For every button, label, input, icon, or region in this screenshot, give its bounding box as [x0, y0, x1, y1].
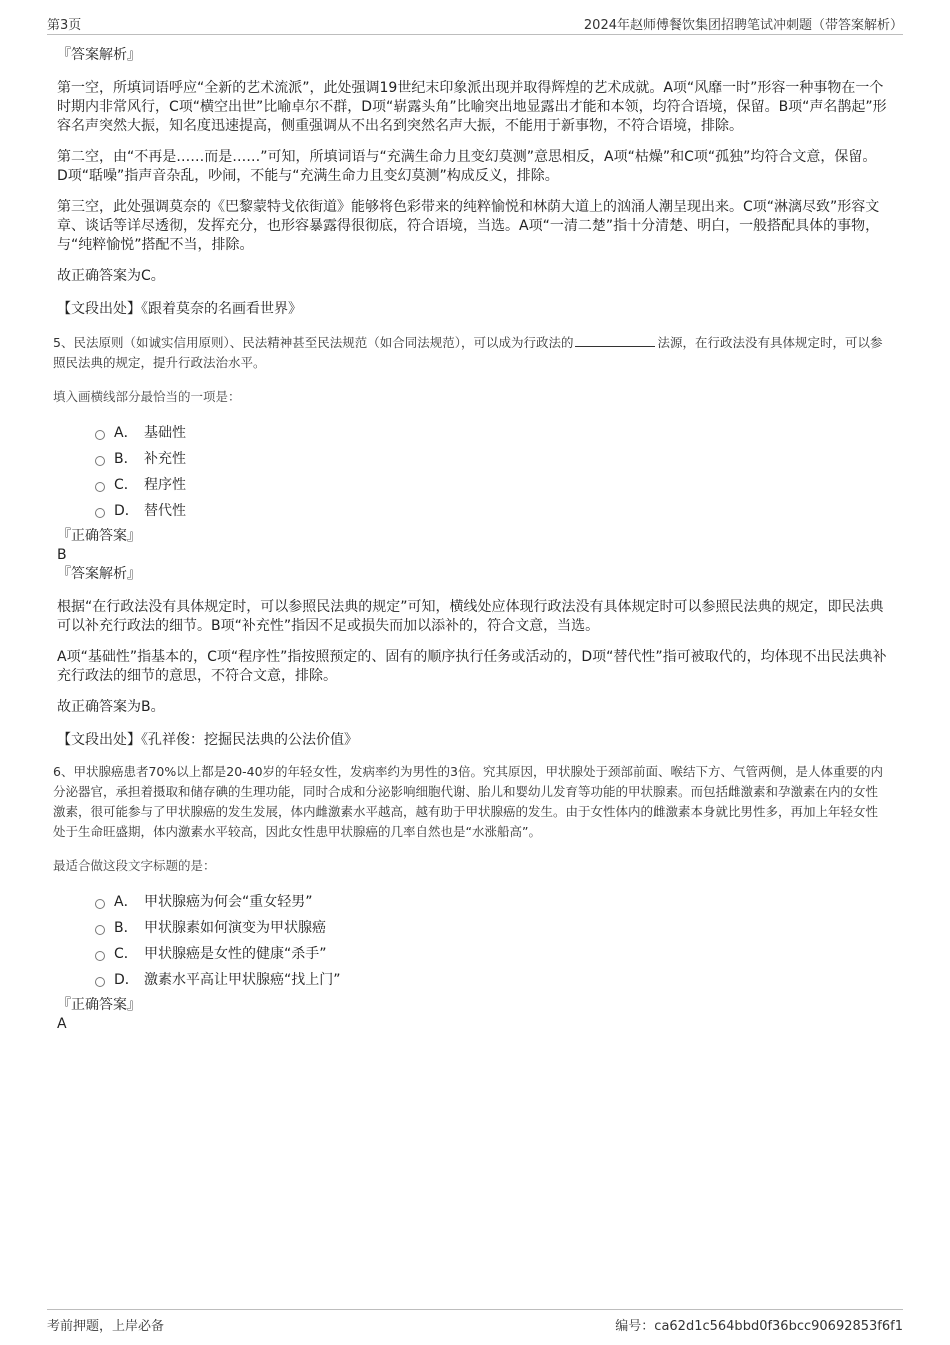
q6-option-d[interactable]: D． 激素水平高让甲状腺癌“找上门” — [95, 966, 887, 992]
q4-conclusion: 故正确答案为C。 — [57, 268, 165, 284]
footer-slogan: 考前押题，上岸必备 — [47, 1319, 165, 1334]
q6-options — [57, 888, 887, 992]
q5-option-a[interactable]: A． 基础性 — [95, 419, 887, 445]
q5-option-c[interactable]: C． 程序性 — [95, 471, 887, 497]
q6-question: 6、甲状腺癌患者70%以上都是20-40岁的年轻女性，发病率约为男性的3倍。究其原因，甲状腺处于颈部前面、喉结下方、气管两侧，是人体重要的内分泌器官，承担着摄取和储存碘的生理功能，同时合成和分泌影响细胞代谢、胎儿和婴幼儿发育等功能的甲状腺素。而包括雌激素和孕激素在内的女性激素，很可能参与了甲状腺癌的发生发展，体内雌激素水平越高，越有助于甲状腺癌的发生。由于女性体内的雌激素本身就比男性多，再加上年轻女性处于生命旺盛期，体内激素水平较高，因此女性患甲状腺癌的几率自然也是“水涨船高”。 — [53, 764, 884, 839]
q5-text-before: 5、民法原则（如诚实信用原则）、民法精神甚至民法规范（如合同法规范），可以成为行政法的 — [53, 335, 574, 350]
q4-source: 【文段出处】《跟着莫奈的名画看世界》 — [57, 301, 302, 317]
main-content — [53, 46, 887, 1034]
q6-option-c[interactable]: C． 甲状腺癌是女性的健康“杀手” — [95, 940, 887, 966]
q4-analysis-para-3: 第三空，此处强调莫奈的《巴黎蒙特戈依街道》能够将色彩带来的纯粹愉悦和林荫大道上的汹涌人潮呈现出来。C项“淋漓尽致”形容文章、谈话等详尽透彻，发挥充分，也形容暴露得很彻底，符合语境，当选。A项“一清二楚”指十分清楚、明白，一般搭配具体的事物，与“纯粹愉悦”搭配不当，排除。 — [57, 199, 880, 253]
q5-blank — [575, 334, 655, 347]
q5-analysis-para-2: A项“基础性”指基本的，C项“程序性”指按照预定的、固有的顺序执行任务或活动的，D项“替代性”指可被取代的，均体现不出民法典补充行政法的细节的意思，不符合文意，排除。 — [57, 649, 887, 684]
radio-icon[interactable] — [95, 899, 105, 909]
q6-prompt: 最适合做这段文字标题的是： — [53, 858, 216, 873]
q5-correct-answer: B — [57, 547, 67, 563]
q5-analysis-para-1: 根据“在行政法没有具体规定时，可以参照民法典的规定”可知，横线处应体现行政法没有具体规定时可以参照民法典的规定，即民法典可以补充行政法的细节。B项“补充性”指因不足或损失而加以添补的，符合文意，当选。 — [57, 599, 884, 634]
radio-icon[interactable] — [95, 482, 105, 492]
q5-analysis-label: 『答案解析』 — [57, 566, 141, 582]
q5-prompt: 填入画横线部分最恰当的一项是： — [53, 389, 241, 404]
q6-option-a[interactable]: A． 甲状腺癌为何会“重女轻男” — [95, 888, 887, 914]
q5-conclusion: 故正确答案为B。 — [57, 699, 165, 715]
radio-icon[interactable] — [95, 951, 105, 961]
q4-analysis-para-2: 第二空，由“不再是……而是……”可知，所填词语与“充满生命力且变幻莫测”意思相反，A项“枯燥”和C项“孤独”均符合文意，保留。D项“聒噪”指声音杂乱，吵闹，不能与“充满生命力且变幻莫测”构成反义，排除。 — [57, 149, 877, 184]
radio-icon[interactable] — [95, 456, 105, 466]
q6-option-b[interactable]: B． 甲状腺素如何演变为甲状腺癌 — [95, 914, 887, 940]
radio-icon[interactable] — [95, 925, 105, 935]
page-header — [47, 12, 903, 35]
q4-analysis-para-1: 第一空，所填词语呼应“全新的艺术流派”，此处强调19世纪末印象派出现并取得辉煌的艺术成就。A项“风靡一时”形容一种事物在一个时期内非常风行，C项“横空出世”比喻卓尔不群，D项“崭露头角”比喻突出地显露出才能和本领，均符合语境，保留。B项“声名鹊起”形容名声突然大振，知名度迅速提高，侧重强调从不出名到突然名声大振，不能用于新事物，不符合语境，排除。 — [57, 80, 887, 134]
radio-icon[interactable] — [95, 977, 105, 987]
document-id: 编号：ca62d1c564bbd0f36bcc90692853f6f1 — [615, 1319, 903, 1334]
q5-correct-label: 『正确答案』 — [57, 528, 141, 544]
q5-option-b[interactable]: B． 补充性 — [95, 445, 887, 471]
q5-source: 【文段出处】《孔祥俊：挖掘民法典的公法价值》 — [57, 732, 358, 748]
q5-question — [53, 333, 887, 373]
q5-options — [57, 419, 887, 523]
radio-icon[interactable] — [95, 430, 105, 440]
page-number: 第3页 — [47, 18, 82, 33]
document-title: 2024年赵师傅餐饮集团招聘笔试冲刺题（带答案解析） — [583, 18, 903, 33]
q5-option-d[interactable]: D． 替代性 — [95, 497, 887, 523]
page-footer — [47, 1309, 903, 1334]
q6-correct-label: 『正确答案』 — [57, 997, 141, 1013]
q5-text-after: 法源，在行政法没有具体规定时，可以参照民法典的规定，提升行政法治水平。 — [53, 335, 883, 370]
q4-analysis-label: 『答案解析』 — [57, 47, 141, 63]
radio-icon[interactable] — [95, 508, 105, 518]
q6-correct-answer: A — [57, 1016, 67, 1032]
